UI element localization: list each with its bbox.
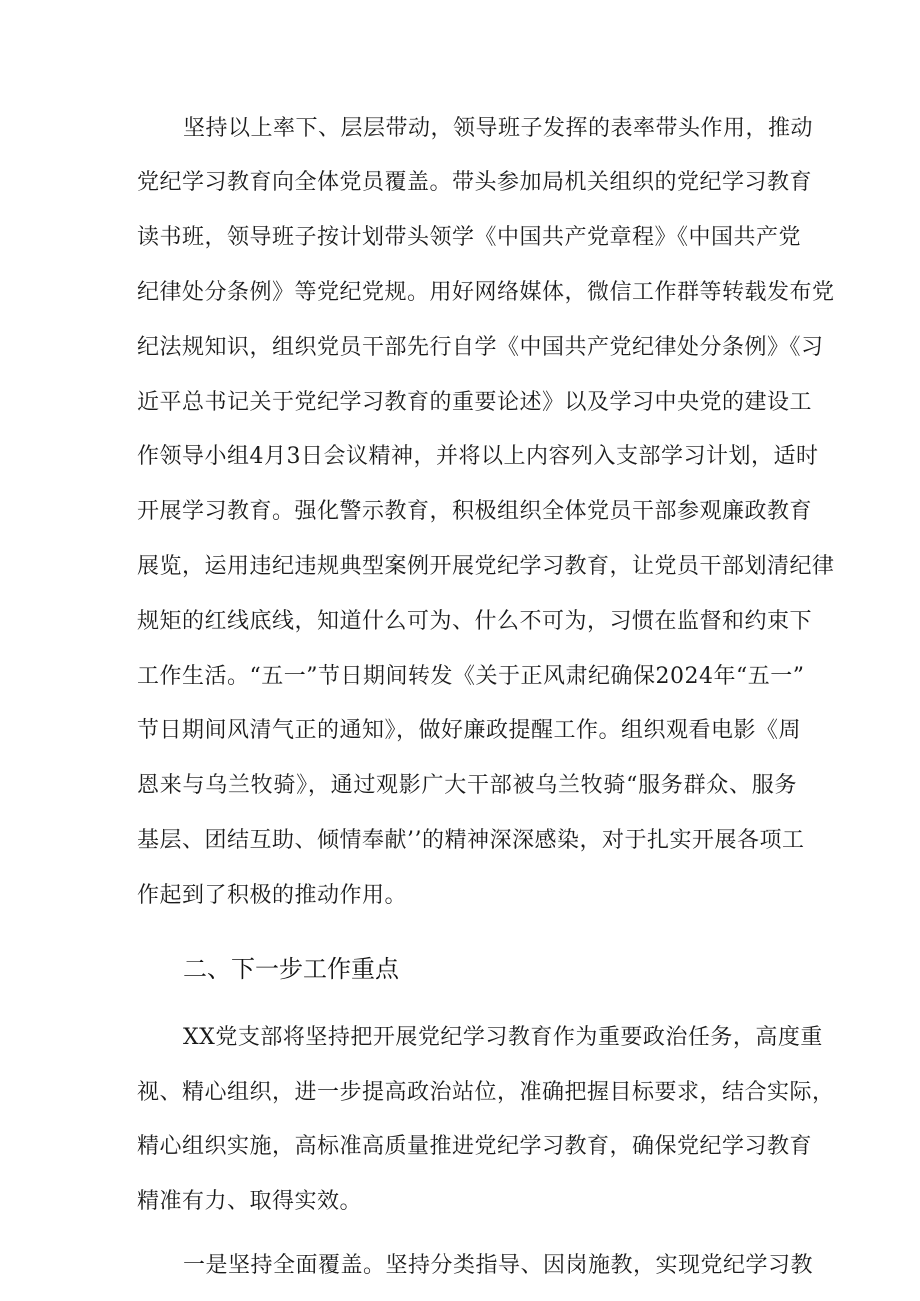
paragraph-line: 节日期间风清气正的通知》，做好廉政提醒工作。组织观看电影《周 bbox=[137, 718, 802, 743]
paragraph-line: 作领导小组4月3日会议精神，并将以上内容列入支部学习计划，适时 bbox=[137, 444, 819, 469]
paragraph-line: 纪法规知识，组织党员干部先行自学《中国共产党纪律处分条例》《习 bbox=[137, 335, 824, 360]
paragraph-line: 精准有力、取得实效。 bbox=[137, 1189, 363, 1214]
paragraph-line: 工作生活。“五一”节日期间转发《关于正风肃纪确保2024年“五一” bbox=[137, 664, 805, 689]
paragraph-line: 精心组织实施，高标准高质量推进党纪学习教育，确保党纪学习教育 bbox=[137, 1134, 813, 1159]
paragraph-line: 视、精心组织，进一步提高政治站位，准确把握目标要求，结合实际， bbox=[137, 1080, 835, 1105]
paragraph-line: 恩来与乌兰牧骑》，通过观影广大干部被乌兰牧骑“服务群众、服务 bbox=[137, 773, 797, 798]
paragraph-line: 开展学习教育。强化警示教育，积极组织全体党员干部参观廉政教育 bbox=[137, 499, 813, 524]
paragraph-line: 规矩的红线底线，知道什么可为、什么不可为，习惯在监督和约束下 bbox=[137, 609, 813, 634]
paragraph-line: 坚持以上率下、层层带动，领导班子发挥的表率带头作用，推动 bbox=[183, 116, 814, 141]
paragraph-line: 读书班，领导班子按计划带头领学《中国共产党章程》《中国共产党 bbox=[137, 225, 802, 250]
section-heading: 二、下一步工作重点 bbox=[183, 955, 399, 983]
paragraph-line: 作起到了积极的推动作用。 bbox=[137, 883, 408, 908]
paragraph-line: 一是坚持全面覆盖。坚持分类指导、因岗施教，实现党纪学习教 bbox=[183, 1253, 814, 1278]
paragraph-line: 纪律处分条例》等党纪党规。用好网络媒体，微信工作群等转载发布党 bbox=[137, 280, 835, 305]
paragraph-line: 展览，运用违纪违规典型案例开展党纪学习教育，让党员干部划清纪律 bbox=[137, 554, 835, 579]
paragraph-line: 党纪学习教育向全体党员覆盖。带头参加局机关组织的党纪学习教育 bbox=[137, 170, 813, 195]
paragraph-line: 近平总书记关于党纪学习教育的重要论述》以及学习中央党的建设工 bbox=[137, 390, 813, 415]
paragraph-line: 基层、团结互助、倾情奉献’’的精神深深感染，对于扎实开展各项工 bbox=[137, 828, 805, 853]
paragraph-line: XX党支部将坚持把开展党纪学习教育作为重要政治任务，高度重 bbox=[183, 1025, 823, 1050]
